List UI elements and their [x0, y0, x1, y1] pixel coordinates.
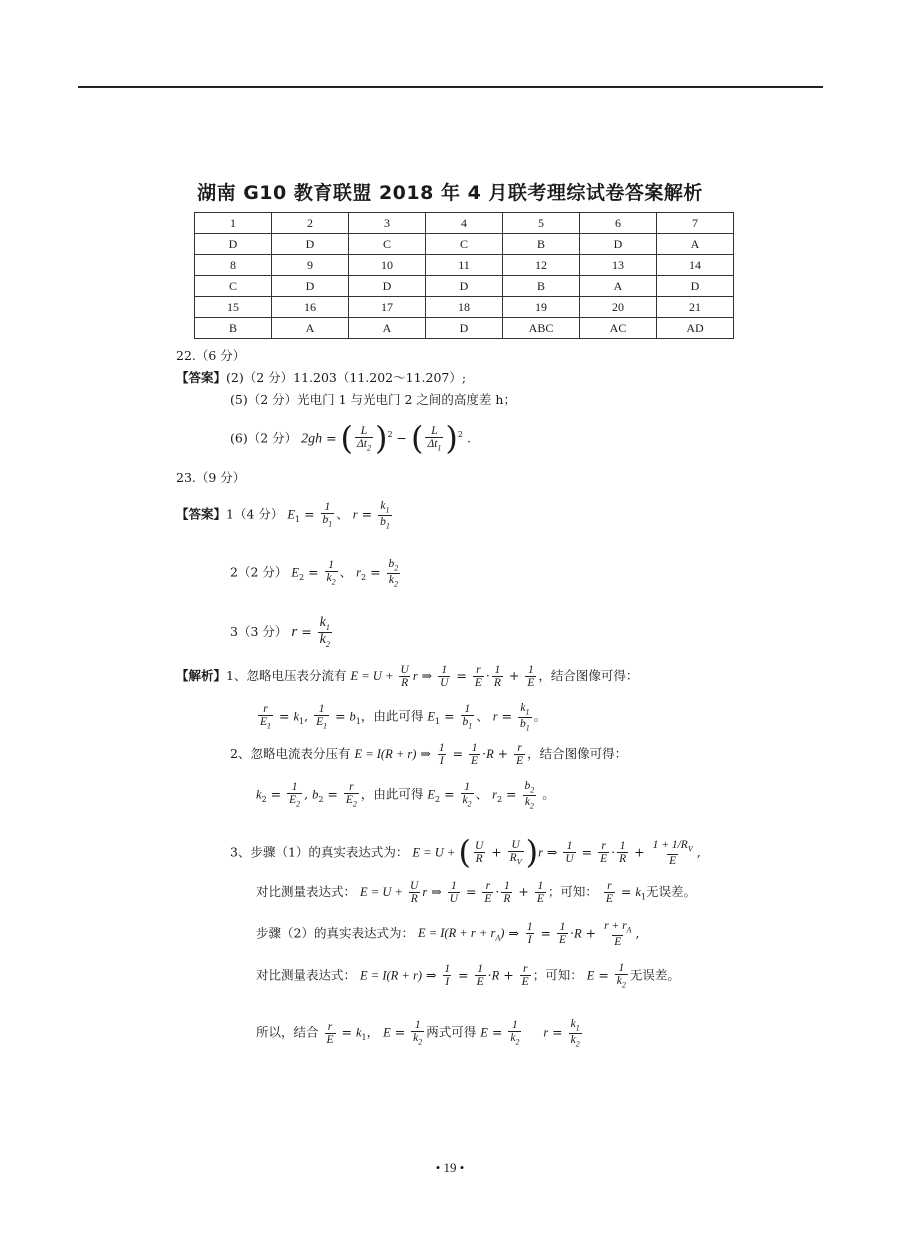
table-cell: D — [195, 234, 272, 255]
table-cell: 13 — [580, 255, 657, 276]
q23-header: 23.（9 分） — [176, 470, 246, 485]
s3-text-a: 3、步骤（1）的真实表达式为： — [230, 844, 409, 860]
table-cell: 6 — [580, 213, 657, 234]
s1-text-a: 1、忽略电压表分流有 — [226, 668, 347, 684]
analysis-step3-real2: 步骤（2）的真实表达式为： $E = I(R + r + r_A)$ ⇒ $\frac{1}{I}$ = $\frac{1}{E}$ ·R + $\frac{r + r_A}{E}$ , — [256, 920, 640, 948]
table-cell: 16 — [272, 297, 349, 318]
q23-part2: 2（2 分） $E_2$ = $\frac{1}{k_2}$ 、 $r_2$ = $\frac{b_2}{k_2}$ — [230, 558, 399, 588]
analysis-step3-compare1: 对比测量表达式： E = U + $\frac{U}{R}$ r ⇒ $\frac{1}{U}$ = $\frac{r}{E}$ · $\frac{1}{R}$ + $\frac{1}{E}$ ；可知： $\frac{r}{E}$ = $k_1$无误差。 — [256, 880, 697, 906]
table-cell: D — [349, 276, 426, 297]
table-cell: 17 — [349, 297, 426, 318]
table-cell: 14 — [657, 255, 734, 276]
answer-tag: 【答案】 — [176, 370, 227, 385]
table-cell: D — [272, 234, 349, 255]
s3-text-j: 两式可得 — [426, 1024, 477, 1040]
s3-text-i: 所以，结合 — [256, 1024, 319, 1040]
table-row — [195, 255, 734, 276]
analysis-step1-result: $\frac{r}{E_1}$ = $k_1$, $\frac{1}{E_1}$ = $b_1$，由此可得 $E_1$ = $\frac{1}{b_1}$ 、 r = $\frac{k_1}{b_1}$ 。 — [260, 702, 547, 732]
table-cell: A — [580, 276, 657, 297]
s2-text-b: ，结合图像可得： — [527, 746, 628, 762]
q23-part1-label: 1（4 分） — [226, 506, 284, 522]
table-cell: B — [195, 318, 272, 339]
q22-answer-line — [176, 370, 466, 386]
s3-text-c: ；可知： — [547, 884, 598, 900]
table-cell: 20 — [580, 297, 657, 318]
table-cell: B — [503, 234, 580, 255]
table-row — [195, 213, 734, 234]
s2-text-a: 2、忽略电流表分压有 — [230, 746, 351, 762]
s3-text-h: 无误差。 — [629, 967, 680, 983]
s3-text-d: 无误差。 — [646, 884, 697, 900]
table-row — [195, 234, 734, 255]
document-title: 湖南 G10 教育联盟 2018 年 4 月联考理综试卷答案解析 — [197, 182, 703, 204]
analysis-tag: 【解析】 — [176, 668, 227, 684]
table-cell: C — [349, 234, 426, 255]
s3-text-f: 对比测量表达式： — [256, 967, 357, 983]
analysis-step3-compare2: 对比测量表达式： E = I(R + r) ⇒ $\frac{1}{I}$ = $\frac{1}{E}$ ·R + $\frac{r}{E}$ ；可知： E = $\frac{1}{k_2}$ 无误差。 — [256, 962, 680, 990]
q23-part3: 3（3 分） r = $\frac{k_1}{k_2}$ — [230, 615, 330, 649]
s1-text-b: ，结合图像可得： — [538, 668, 639, 684]
table-cell: 4 — [426, 213, 503, 234]
s3-text-b: 对比测量表达式： — [256, 884, 357, 900]
table-cell: D — [580, 234, 657, 255]
page-number: • 19 • — [435, 1160, 465, 1175]
table-cell: 18 — [426, 297, 503, 318]
table-cell: D — [272, 276, 349, 297]
answer-tag: 【答案】 — [176, 506, 227, 522]
table-cell: AD — [657, 318, 734, 339]
table-cell: 12 — [503, 255, 580, 276]
table-cell: 2 — [272, 213, 349, 234]
table-cell: 19 — [503, 297, 580, 318]
table-cell: 8 — [195, 255, 272, 276]
q22-part2: (2)（2 分）11.203（11.202～11.207）; — [226, 370, 467, 385]
table-cell: B — [503, 276, 580, 297]
answer-table — [194, 212, 734, 339]
q22-part6-label: (6)（2 分） — [230, 430, 298, 446]
s3-text-e: 步骤（2）的真实表达式为： — [256, 925, 414, 941]
table-cell: 5 — [503, 213, 580, 234]
table-cell: 11 — [426, 255, 503, 276]
table-cell: AC — [580, 318, 657, 339]
q22-part6: (6)（2 分） 2gh = ( $\frac{L}{\Delta t_2}$ )$^2$ − ( $\frac{L}{\Delta t_1}$ )$^2$ . — [230, 419, 471, 457]
s1-text-c: ，由此可得 — [360, 708, 424, 724]
q23-part3-label: 3（3 分） — [230, 624, 288, 640]
table-row — [195, 297, 734, 318]
analysis-step2-result: $k_2$ = $\frac{1}{E_2}$ , $b_2$ = $\frac{r}{E_2}$ ，由此可得 $E_2$ = $\frac{1}{k_2}$ 、 $r_2$ = $\frac{b_2}{k_2}$ 。 — [256, 780, 555, 810]
table-cell: 1 — [195, 213, 272, 234]
header-rule — [78, 86, 823, 88]
q23-part2-label: 2（2 分） — [230, 564, 288, 580]
analysis-step1: 【解析】1、忽略电压表分流有 E = U + $\frac{U}{R}$ r ⇒ $\frac{1}{U}$ = $\frac{r}{E}$ · $\frac{1}{R}$ + $\frac{1}{E}$ ，结合图像可得： — [176, 664, 639, 690]
table-cell: A — [272, 318, 349, 339]
table-row — [195, 318, 734, 339]
q23-answer-part1: 【答案】1（4 分） $E_1$ = $\frac{1}{b_1}$ 、 r = $\frac{k_1}{b_1}$ — [176, 500, 390, 530]
s3-text-g: ；可知： — [532, 967, 583, 983]
s2-text-c: ，由此可得 — [360, 786, 424, 802]
table-cell: A — [349, 318, 426, 339]
table-row — [195, 276, 734, 297]
analysis-step2: 2、忽略电流表分压有 E = I(R + r) ⇒ $\frac{1}{I}$ = $\frac{1}{E}$ ·R + $\frac{r}{E}$ ，结合图像可得： — [230, 742, 628, 768]
table-cell: D — [426, 318, 503, 339]
table-cell: 21 — [657, 297, 734, 318]
table-cell: 10 — [349, 255, 426, 276]
table-cell: 7 — [657, 213, 734, 234]
table-cell: C — [426, 234, 503, 255]
table-cell: A — [657, 234, 734, 255]
table-cell: D — [426, 276, 503, 297]
analysis-step3: 3、步骤（1）的真实表达式为： E = U + ( $\frac{U}{R}$ + $\frac{U}{R_V}$ )r ⇒ $\frac{1}{U}$ = $\frac{r}{E}$ · $\frac{1}{R}$ + $\frac{1 + 1/R_V}{E}$ , — [230, 833, 701, 871]
table-cell: C — [195, 276, 272, 297]
q22-part5: (5)（2 分）光电门 1 与光电门 2 之间的高度差 h； — [230, 392, 516, 407]
table-cell: D — [657, 276, 734, 297]
q22-header: 22.（6 分） — [176, 348, 246, 363]
table-cell: 3 — [349, 213, 426, 234]
analysis-conclusion: 所以，结合 $\frac{r}{E}$ = $k_1$， E = $\frac{1}{k_2}$ 两式可得 E = $\frac{1}{k_2}$ r = $\frac{k_1}{k_2}$ — [256, 1018, 580, 1048]
table-cell: 15 — [195, 297, 272, 318]
table-cell: 9 — [272, 255, 349, 276]
table-cell: ABC — [503, 318, 580, 339]
